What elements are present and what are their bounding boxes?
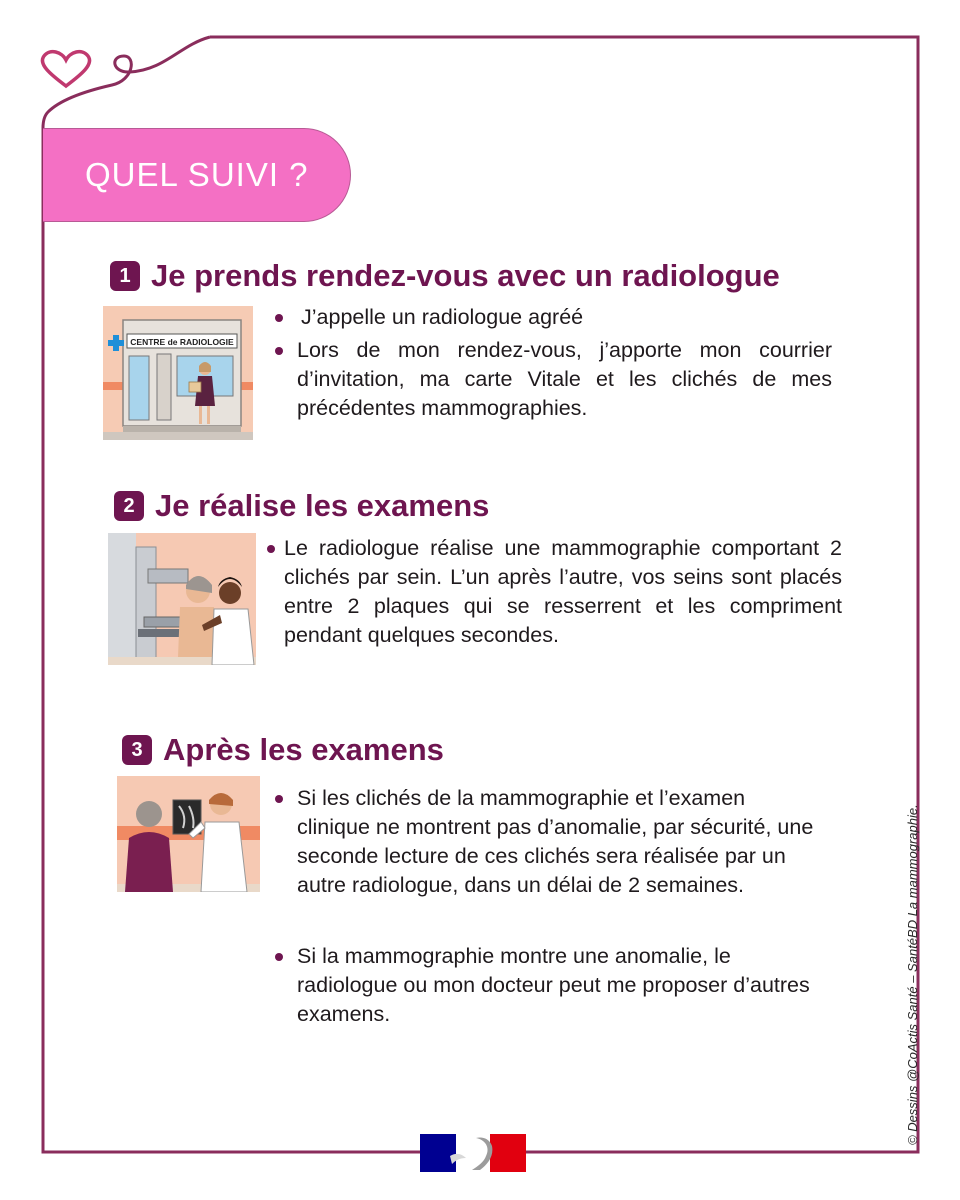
radiology-center-illustration bbox=[103, 306, 253, 440]
section-3-number-badge: 3 bbox=[122, 735, 152, 765]
bullet-dot-icon bbox=[267, 545, 275, 553]
section-3-heading: Après les examens bbox=[163, 732, 444, 767]
radiology-sign-text: CENTRE de RADIOLOGIE bbox=[130, 337, 234, 347]
section-2-heading: Je réalise les examens bbox=[155, 488, 490, 523]
bullet-dot-icon bbox=[275, 953, 283, 961]
section-3-bullet-1: Si les clichés de la mammographie et l’examen clinique ne montrent pas d’anomalie, par sécurité, une seconde lecture de ces clichés sera réalisée par un autre radiologue, dans un délai de 2 semaines. bbox=[297, 784, 817, 900]
section-3-bullets bbox=[297, 784, 817, 1029]
heart-icon bbox=[42, 52, 89, 86]
image-credit: © Dessins @CoActis Santé – SantéBD La mammographie. bbox=[905, 804, 920, 1145]
bullet-dot-icon bbox=[275, 347, 283, 355]
section-1-bullet-1: J’appelle un radiologue agréé bbox=[297, 303, 832, 332]
section-2-number-badge: 2 bbox=[114, 491, 144, 521]
title-banner bbox=[43, 128, 351, 222]
section-1-heading: Je prends rendez-vous avec un radiologue bbox=[151, 258, 780, 293]
bullet-dot-icon bbox=[275, 795, 283, 803]
banner-title: QUEL SUIVI ? bbox=[85, 156, 309, 193]
section-2-title bbox=[114, 488, 489, 524]
section-1-bullet-2: Lors de mon rendez-vous, j’apporte mon courrier d’invitation, ma carte Vitale et les clichés de mes précédentes mammographies. bbox=[297, 336, 832, 423]
republique-francaise-logo bbox=[420, 1134, 526, 1172]
section-1-title bbox=[110, 258, 780, 294]
bullet-dot-icon bbox=[275, 314, 283, 322]
section-3-bullet-2: Si la mammographie montre une anomalie, le radiologue ou mon docteur peut me proposer d’autres examens. bbox=[297, 942, 817, 1029]
section-1-number-badge: 1 bbox=[110, 261, 140, 291]
section-3-title bbox=[122, 732, 444, 768]
doctor-showing-xray-illustration bbox=[117, 776, 260, 892]
section-2-bullets bbox=[284, 534, 842, 650]
section-2-bullet-1: Le radiologue réalise une mammographie comportant 2 clichés par sein. L’un après l’autre, vos seins sont placés entre 2 plaques qui se resserrent et les compriment pendant quelques secondes. bbox=[284, 534, 842, 650]
section-1-bullets bbox=[297, 303, 832, 423]
mammography-exam-illustration bbox=[108, 533, 256, 665]
